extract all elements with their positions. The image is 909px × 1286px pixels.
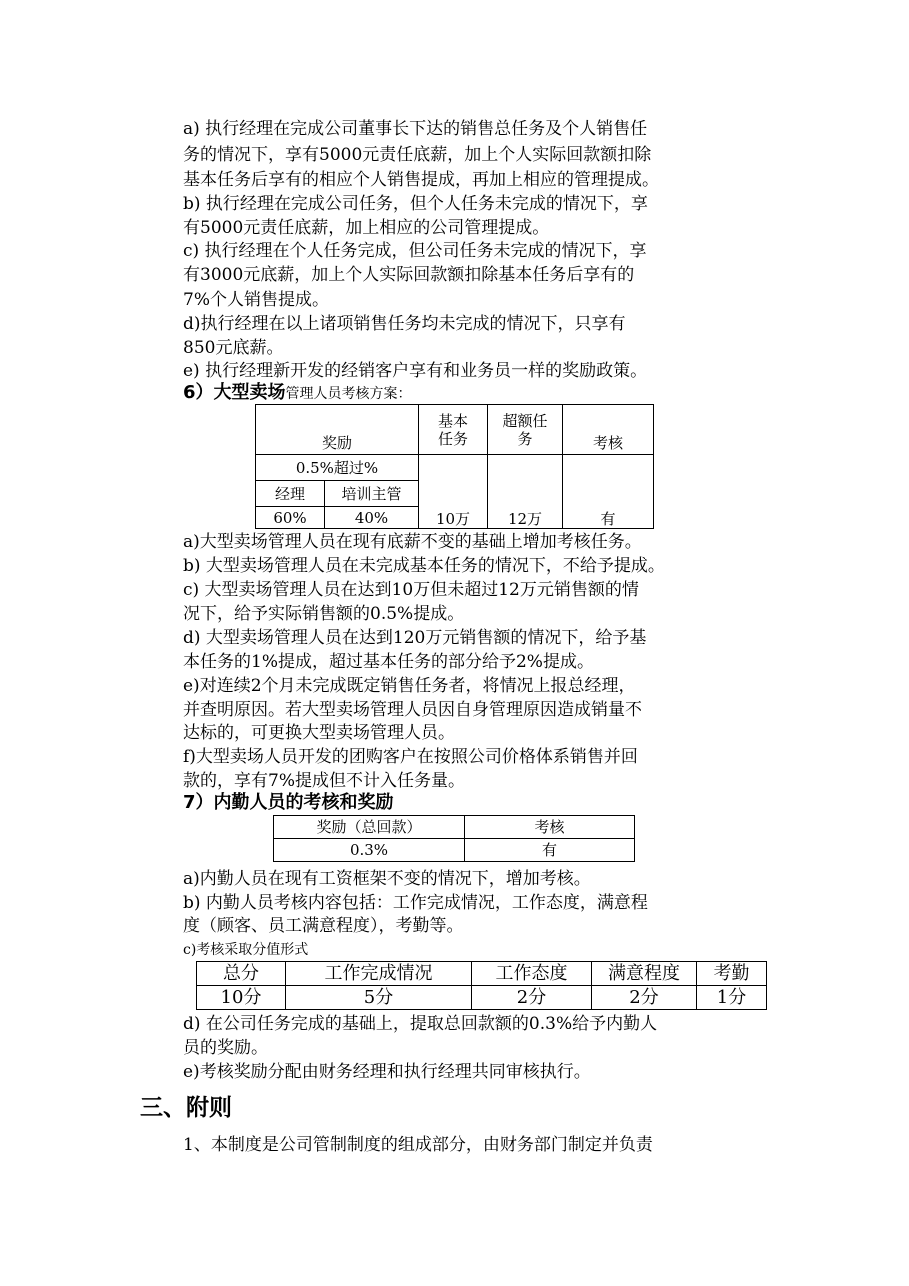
text-line: 员的奖励。 xyxy=(183,1038,268,1058)
text-line: b) 内勤人员考核内容包括：工作完成情况，工作态度，满意程 xyxy=(183,893,648,913)
header-satisfaction: 满意程度 xyxy=(592,962,697,986)
text-line: 850元底薪。 xyxy=(183,338,284,358)
text-line: 达标的，可更换大型卖场管理人员。 xyxy=(183,723,455,743)
cell-assess-value: 有 xyxy=(563,455,654,529)
header-base-line2: 任务 xyxy=(437,429,468,448)
cell-rate: 0.5%超过% xyxy=(256,455,419,481)
text-line: 1、本制度是公司管制制度的组成部分，由财务部门制定并负责 xyxy=(183,1135,653,1155)
header-excess-line1: 超额任 xyxy=(502,411,548,430)
cell-work: 5分 xyxy=(286,986,472,1010)
header-total: 总分 xyxy=(197,962,286,986)
cell-attitude: 2分 xyxy=(472,986,592,1010)
section-heading-6-subtitle: 管理人员考核方案： xyxy=(285,386,412,402)
cell-reward-value: 0.3% xyxy=(274,839,465,862)
text-line: 7%个人销售提成。 xyxy=(183,290,329,310)
cell-satisfaction: 2分 xyxy=(592,986,697,1010)
cell-assess-value: 有 xyxy=(465,839,635,862)
text-line: 况下，给予实际销售额的0.5%提成。 xyxy=(183,604,465,624)
text-line: a)大型卖场管理人员在现有底薪不变的基础上增加考核任务。 xyxy=(183,532,642,552)
office-staff-reward-table xyxy=(273,815,635,862)
score-table xyxy=(196,961,767,1010)
text-line: a)内勤人员在现有工资框架不变的情况下，增加考核。 xyxy=(183,869,591,889)
cell-base-value: 10万 xyxy=(419,455,488,529)
text-line: b) 大型卖场管理人员在未完成基本任务的情况下，不给予提成。 xyxy=(183,556,665,576)
cell-manager: 经理 xyxy=(256,481,325,507)
text-line: d) 大型卖场管理人员在达到120万元销售额的情况下，给予基 xyxy=(183,628,647,648)
text-line: 度（顾客、员工满意程度），考勤等。 xyxy=(183,916,464,936)
section-heading-6 xyxy=(183,381,412,406)
text-line: 有5000元责任底薪，加上相应的公司管理提成。 xyxy=(183,218,550,238)
text-line: e) 执行经理新开发的经销客户享有和业务员一样的奖励政策。 xyxy=(183,361,648,381)
cell-total: 10分 xyxy=(197,986,286,1010)
text-line: 并查明原因。若大型卖场管理人员因自身管理原因造成销量不 xyxy=(183,700,642,720)
header-base-line1: 基本 xyxy=(437,411,468,430)
text-line: 有3000元底薪，加上个人实际回款额扣除基本任务后享有的 xyxy=(183,265,635,285)
text-line: c) 执行经理在个人任务完成，但公司任务未完成的情况下，享 xyxy=(183,241,647,261)
header-excess-task xyxy=(488,405,563,455)
supermarket-reward-table xyxy=(255,404,654,529)
text-line: d) 在公司任务完成的基础上，提取总回款额的0.3%给予内勤人 xyxy=(183,1014,658,1034)
header-base-task xyxy=(419,405,488,455)
text-line: c) 大型卖场管理人员在达到10万但未超过12万元销售额的情 xyxy=(183,580,639,600)
cell-manager-pct: 60% xyxy=(256,507,325,529)
section-heading-6-title: 6）大型卖场 xyxy=(183,382,286,403)
text-line: e)考核奖励分配由财务经理和执行经理共同审核执行。 xyxy=(183,1062,591,1082)
text-line: 务的情况下，享有5000元责任底薪，加上个人实际回款额扣除 xyxy=(183,145,652,165)
text-line: a) 执行经理在完成公司董事长下达的销售总任务及个人销售任 xyxy=(183,119,648,139)
header-attendance: 考勤 xyxy=(697,962,767,986)
header-assess: 考核 xyxy=(465,816,635,839)
header-work: 工作完成情况 xyxy=(286,962,472,986)
section-heading-7: 7）内勤人员的考核和奖励 xyxy=(183,792,394,813)
text-line: 款的，享有7%提成但不计入任务量。 xyxy=(183,771,465,791)
header-reward: 奖励 xyxy=(256,405,419,455)
text-line: 基本任务后享有的相应个人销售提成，再加上相应的管理提成。 xyxy=(183,170,659,190)
header-attitude: 工作态度 xyxy=(472,962,592,986)
header-assess: 考核 xyxy=(563,405,654,455)
header-excess-line2: 务 xyxy=(517,429,533,448)
text-line: b) 执行经理在完成公司任务，但个人任务未完成的情况下，享 xyxy=(183,194,648,214)
text-line: f)大型卖场人员开发的团购客户在按照公司价格体系销售并回 xyxy=(183,747,638,767)
cell-trainer-pct: 40% xyxy=(325,507,419,529)
cell-excess-value: 12万 xyxy=(488,455,563,529)
section-heading-appendix: 三、附则 xyxy=(140,1095,232,1121)
cell-trainer: 培训主管 xyxy=(325,481,419,507)
text-line-small: c)考核采取分值形式 xyxy=(183,942,309,958)
text-line: 本任务的1%提成，超过基本任务的部分给予2%提成。 xyxy=(183,652,594,672)
text-line: e)对连续2个月未完成既定销售任务者，将情况上报总经理， xyxy=(183,676,636,696)
cell-attendance: 1分 xyxy=(697,986,767,1010)
header-reward-total: 奖励（总回款） xyxy=(274,816,465,839)
text-line: d)执行经理在以上诸项销售任务均未完成的情况下，只享有 xyxy=(183,314,626,334)
